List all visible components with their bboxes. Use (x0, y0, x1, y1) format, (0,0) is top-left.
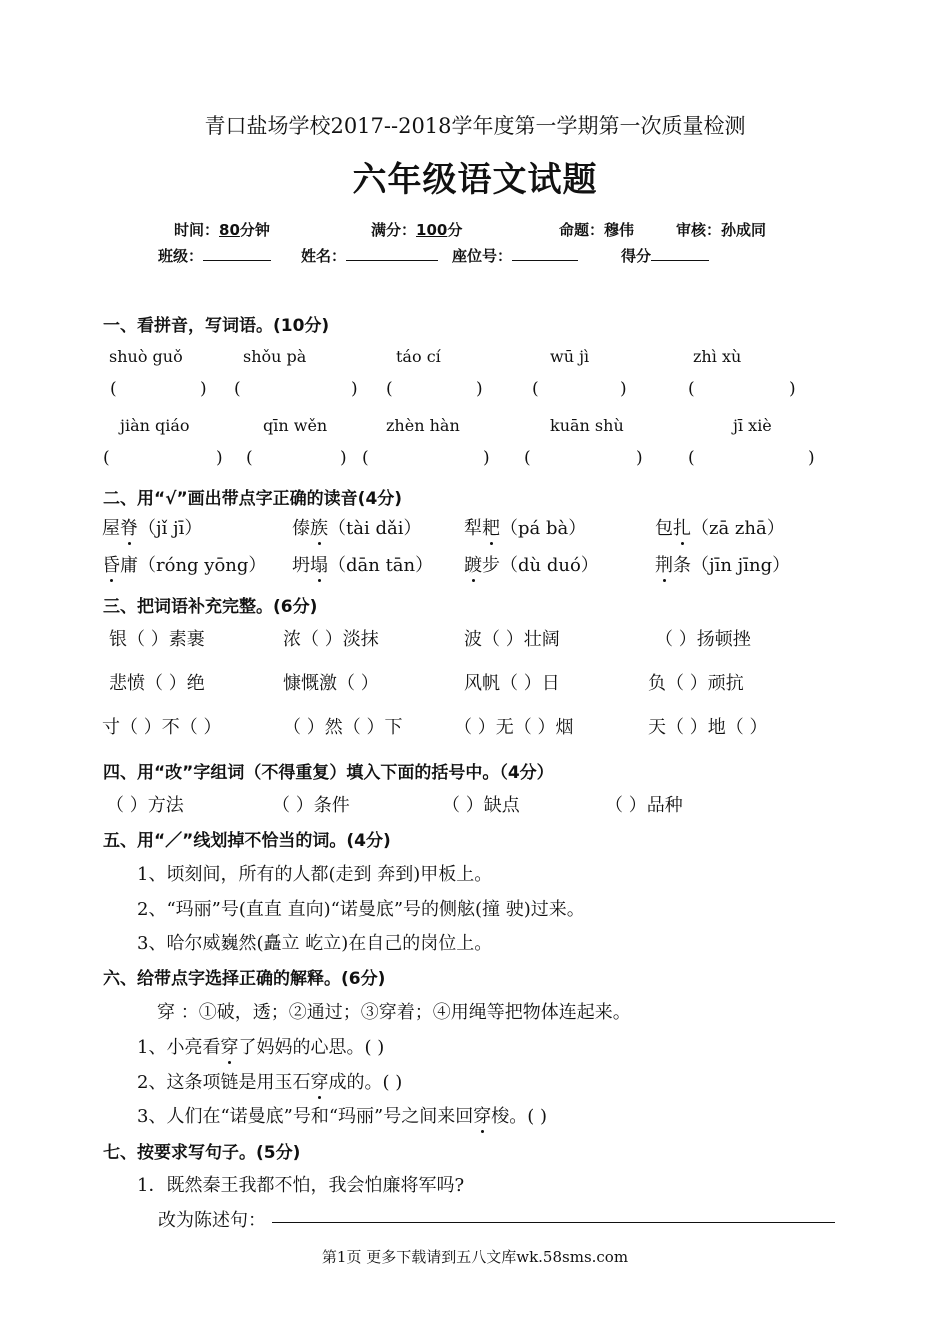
answer-close-paren: ) (483, 448, 490, 468)
answer-open-paren: ( (688, 379, 695, 399)
word-formation-item: （ ）品种 (605, 795, 683, 816)
reading-item: 犁耙（pá bà） (464, 518, 587, 539)
exam-reviewer: 审核：孙成同 (676, 221, 767, 239)
exam-title: 六年级语文试题 (352, 160, 598, 200)
name-field: 姓名： (301, 245, 438, 266)
class-blank[interactable] (203, 246, 271, 261)
pinyin-item: kuān shù (550, 416, 624, 435)
reading-item: 包扎（zā zhā） (655, 518, 785, 539)
answer-open-paren: ( (246, 448, 253, 468)
idiom-item: 浓（ ）淡抹 (283, 629, 379, 650)
reading-item: 傣族（tài dǎi） (292, 518, 422, 539)
answer-close-paren: ) (216, 448, 223, 468)
pinyin-item: qīn wěn (263, 416, 328, 435)
sentence-question: 1．既然秦王我都不怕，我会怕廉将军吗? (137, 1175, 465, 1196)
idiom-item: 波（ ）壮阔 (464, 629, 560, 650)
answer-open-paren: ( (532, 379, 539, 399)
answer-close-paren: ) (808, 448, 815, 468)
definition-line: 穿 ：①破，透；②通过；③穿着；④用绳等把物体连起来。 (157, 1002, 631, 1023)
answer-line[interactable] (272, 1222, 835, 1223)
word-formation-item: （ ）方法 (106, 795, 184, 816)
exam-full-score: 满分：100分 (371, 221, 463, 239)
idiom-item: 银（ ）素裹 (109, 629, 205, 650)
section-2-heading: 二、用“√”画出带点字正确的读音(4分) (103, 489, 403, 509)
seat-field: 座位号： (452, 245, 578, 266)
answer-close-paren: ) (340, 448, 347, 468)
points-field: 得分 (621, 245, 709, 266)
page-footer: 第1页 更多下载请到五八文库wk.58sms.com (321, 1248, 629, 1266)
word-formation-item: （ ）缺点 (442, 795, 520, 816)
answer-open-paren: ( (110, 379, 117, 399)
idiom-item: 慷慨激（ ） (283, 673, 379, 694)
definition-question: 1、小亮看穿了妈妈的心思。( ) (137, 1037, 385, 1058)
strike-word-item: 3、哈尔威巍然(矗立 屹立)在自己的岗位上。 (137, 933, 493, 954)
pinyin-item: wū jì (550, 347, 590, 366)
idiom-item: 天（ ）地（ ） (648, 717, 768, 738)
answer-open-paren: ( (103, 448, 110, 468)
pinyin-item: zhèn hàn (386, 416, 460, 435)
idiom-item: （ ）扬顿挫 (655, 629, 751, 650)
reading-item: 坍塌（dān tān） (292, 555, 434, 576)
answer-close-paren: ) (200, 379, 207, 399)
answer-close-paren: ) (620, 379, 627, 399)
school-exam-line: 青口盐场学校2017--2018学年度第一学期第一次质量检测 (204, 114, 746, 138)
idiom-item: （ ）然（ ）下 (283, 717, 403, 738)
answer-close-paren: ) (351, 379, 358, 399)
answer-close-paren: ) (476, 379, 483, 399)
answer-close-paren: ) (636, 448, 643, 468)
word-formation-item: （ ）条件 (272, 795, 350, 816)
pinyin-item: táo cí (396, 347, 441, 366)
idiom-item: 风帆（ ）日 (464, 673, 560, 694)
reading-item: 昏庸（róng yōng） (102, 555, 267, 576)
section-1-heading: 一、看拼音，写词语。(10分) (103, 316, 330, 336)
reading-item: 屋脊（jǐ jī） (102, 518, 203, 539)
rewrite-task-label: 改为陈述句： (158, 1210, 266, 1231)
idiom-item: 悲愤（ ）绝 (109, 673, 205, 694)
answer-open-paren: ( (688, 448, 695, 468)
section-3-heading: 三、把词语补充完整。(6分) (103, 597, 318, 617)
seat-blank[interactable] (512, 246, 578, 261)
section-4-heading: 四、用“改”字组词（不得重复）填入下面的括号中。（4分） (103, 763, 554, 783)
section-7-heading: 七、按要求写句子。(5分) (103, 1143, 301, 1163)
answer-open-paren: ( (386, 379, 393, 399)
strike-word-item: 2、“玛丽”号(直直 直向)“诺曼底”号的侧舷(撞 驶)过来。 (137, 899, 585, 920)
name-blank[interactable] (346, 246, 438, 261)
pinyin-item: shuò guǒ (109, 347, 183, 366)
section-6-heading: 六、给带点字选择正确的解释。(6分) (103, 969, 386, 989)
reading-item: 荆条（jīn jīng） (655, 555, 791, 576)
exam-time: 时间：80分钟 (174, 221, 270, 239)
idiom-item: 负（ ）顽抗 (648, 673, 744, 694)
answer-open-paren: ( (524, 448, 531, 468)
pinyin-item: zhì xù (693, 347, 742, 366)
pinyin-item: shǒu pà (243, 347, 307, 366)
section-5-heading: 五、用“／”线划掉不恰当的词。(4分) (103, 831, 391, 851)
pinyin-item: jī xiè (733, 416, 772, 435)
definition-question: 2、这条项链是用玉石穿成的。( ) (137, 1072, 403, 1093)
exam-author: 命题：穆伟 (559, 221, 635, 239)
pinyin-item: jiàn qiáo (120, 416, 190, 435)
strike-word-item: 1、顷刻间，所有的人都(走到 奔到)甲板上。 (137, 864, 493, 885)
idiom-item: 寸（ ）不（ ） (102, 717, 222, 738)
reading-item: 踱步（dù duó） (464, 555, 599, 576)
answer-open-paren: ( (234, 379, 241, 399)
idiom-item: （ ）无（ ）烟 (454, 717, 574, 738)
answer-close-paren: ) (789, 379, 796, 399)
class-field: 班级： (158, 245, 271, 266)
definition-question: 3、人们在“诺曼底”号和“玛丽”号之间来回穿梭。( ) (137, 1106, 548, 1127)
points-blank[interactable] (651, 246, 709, 261)
answer-open-paren: ( (362, 448, 369, 468)
